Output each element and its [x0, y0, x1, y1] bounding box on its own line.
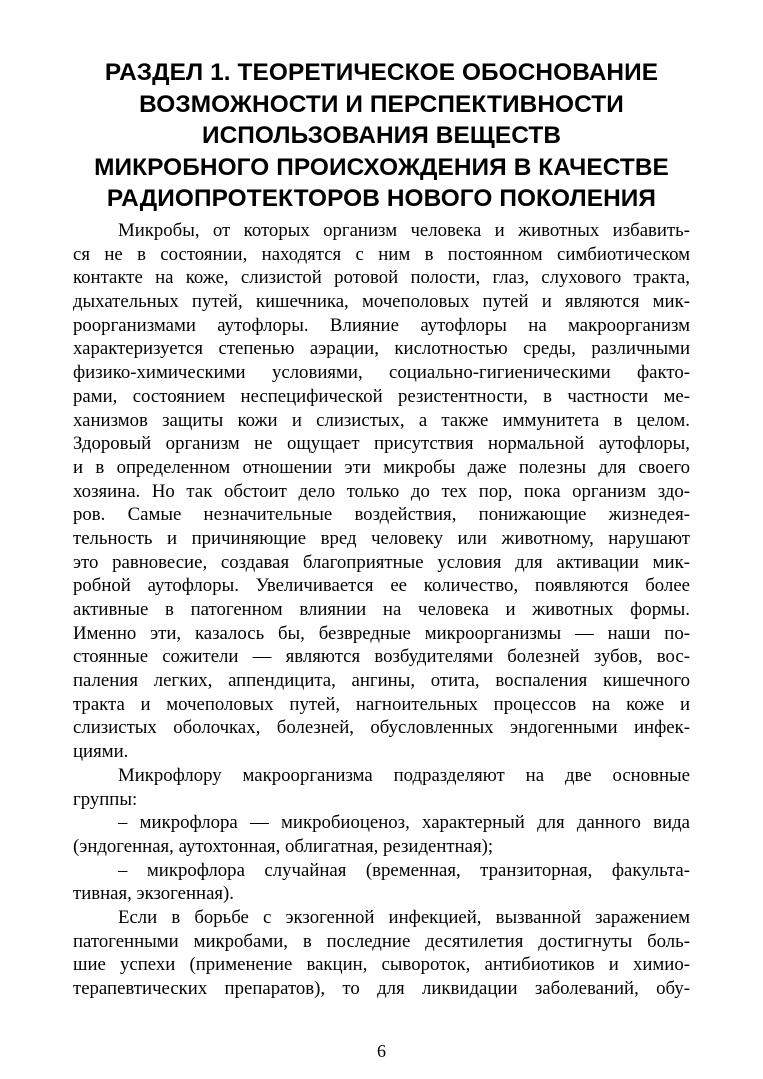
text-line: патогенными микробами, в последние десятилетия достигнуты боль- [73, 930, 690, 952]
text-line: роорганизмами аутофлоры. Влияние аутофлоры на макроорганизм [73, 314, 690, 336]
text-line: активные в патогенном влиянии на человека и животных формы. [73, 599, 690, 620]
text-line: Если в борьбе с экзогенной инфекцией, вызванной заражением [118, 906, 690, 928]
text-line: группы: [73, 788, 138, 810]
text-line: Микрофлору макроорганизма подразделяют на две основные [118, 764, 690, 786]
list-item-line: – микрофлора случайная (временная, транзиторная, факульта- [118, 859, 690, 881]
text-line: шие успехи (применение вакцин, сывороток, антибиотиков и химио- [73, 954, 690, 976]
body-text [73, 219, 690, 1001]
heading-line: МИКРОБНОГО ПРОИСХОЖДЕНИЯ В КАЧЕСТВЕ [94, 153, 669, 181]
heading-line: ВОЗМОЖНОСТИ И ПЕРСПЕКТИВНОСТИ [139, 90, 624, 118]
page-number: 6 [377, 1041, 386, 1061]
text-line: дыхательных путей, кишечника, мочеполовых путей и являются мик- [73, 291, 690, 313]
list-item-line: тивная, экзогенная). [73, 883, 234, 905]
text-line: Микробы, от которых организм человека и животных избавить- [118, 220, 690, 241]
text-line: это равновесие, создавая благоприятные условия для активации мик- [73, 551, 690, 573]
text-line: физико-химическими условиями, социально-гигиеническими факто- [73, 362, 690, 384]
section-heading [60, 57, 703, 215]
text-line: рами, состоянием неспецифической резистентности, в частности ме- [73, 385, 690, 407]
text-line: ся не в состоянии, находятся с ним в постоянном симбиотическом [73, 243, 690, 265]
text-line: ров. Самые незначительные воздействия, понижающие жизнедея- [73, 504, 690, 526]
text-line: Здоровый организм не ощущает присутствия нормальной аутофлоры, [73, 433, 690, 455]
list-item-line: – микрофлора — микробиоценоз, характерный для данного вида [118, 812, 690, 834]
text-line: Именно эти, казалось бы, безвредные микроорганизмы — наши по- [73, 622, 690, 644]
text-line: стоянные сожители — являются возбудителями болезней зубов, вос- [73, 646, 690, 668]
text-line: циями. [73, 741, 129, 763]
heading-line: ИСПОЛЬЗОВАНИЯ ВЕЩЕСТВ [201, 122, 562, 149]
text-line: паления легких, аппендицита, ангины, отита, воспаления кишечного [73, 670, 690, 692]
text-line: характеризуется степенью аэрации, кислотностью среды, различными [73, 338, 690, 360]
heading-line: РАДИОПРОТЕКТОРОВ НОВОГО ПОКОЛЕНИЯ [106, 185, 657, 212]
list-item-line: (эндогенная, аутохтонная, облигатная, резидентная); [73, 835, 494, 857]
text-line: хозяина. Но так обстоит дело только до тех пор, пока организм здо- [73, 480, 690, 502]
text-line: ханизмов защиты кожи и слизистых, а также иммунитета в целом. [73, 409, 690, 431]
text-line: и в определенном отношении эти микробы даже полезны для своего [73, 456, 690, 478]
text-line: слизистых оболочках, болезней, обусловленных эндогенными инфек- [73, 717, 690, 739]
heading-line: РАЗДЕЛ 1. ТЕОРЕТИЧЕСКОЕ ОБОСНОВАНИЕ [104, 59, 659, 86]
text-line: терапевтических препаратов), то для ликвидации заболеваний, обу- [73, 978, 690, 999]
text-line: робной аутофлоры. Увеличивается ее количество, появляются более [73, 575, 690, 597]
text-line: тельность и причиняющие вред человеку или животному, нарушают [73, 527, 690, 549]
text-line: тракта и мочеполовых путей, нагноительных процессов на коже и [73, 693, 690, 715]
text-line: контакте на коже, слизистой ротовой полости, глаз, слухового тракта, [73, 267, 690, 289]
